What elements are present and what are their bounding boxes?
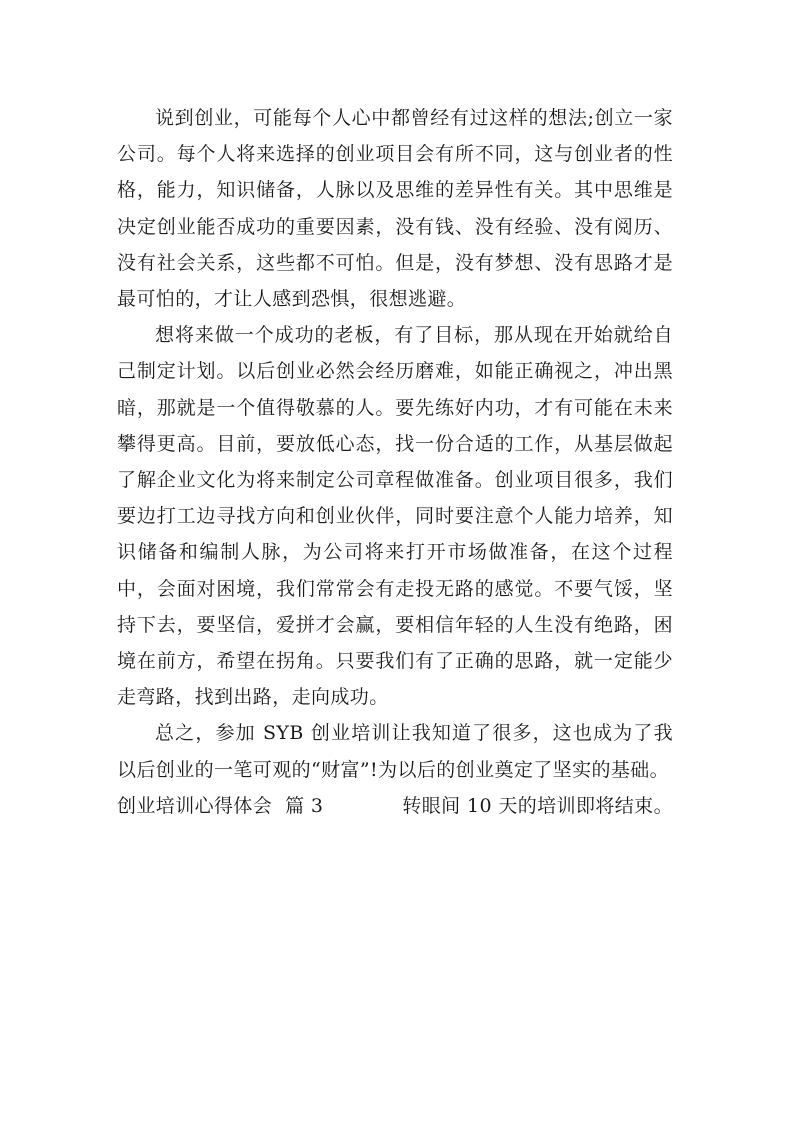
paragraph-1: 说到创业，可能每个人心中都曾经有过这样的想法;创立一家公司。每个人将来选择的创业项目会有所不同，这与创业者的性格，能力，知识储备，人脉以及思维的差异性有关。其中思维是决定创业能否成功的重要因素，没有钱、没有经验、没有阅历、没有社会关系，这些都不可怕。但是，没有梦想、没有思路才是最可怕的，才让人感到恐惧，很想逃避。 <box>117 107 673 311</box>
document-page <box>117 100 673 824</box>
section-intro: 转眼间 10 天的培训即将结束。 <box>402 794 673 817</box>
section-title: 创业培训心得体会 <box>117 794 273 817</box>
paragraph-3: 总之，参加 SYB 创业培训让我知道了很多，这也成为了我以后创业的一笔可观的“财富”!为以后的创业奠定了坚实的基础。 <box>117 722 673 781</box>
section-heading-line <box>117 788 673 824</box>
section-number: 篇 3 <box>285 794 324 817</box>
section-title-group <box>117 788 323 824</box>
paragraph-2: 想将来做一个成功的老板，有了目标，那从现在开始就给自己制定计划。以后创业必然会经历磨难，如能正确视之，冲出黑暗，那就是一个值得敬慕的人。要先练好内功，才有可能在未来攀得更高。目前，要放低心态，找一份合适的工作，从基层做起了解企业文化为将来制定公司章程做准备。创业项目很多，我们要边打工边寻找方向和创业伙伴，同时要注意个人能力培养，知识储备和编制人脉，为公司将来打开市场做准备，在这个过程中，会面对困境，我们常常会有走投无路的感觉。不要气馁，坚持下去，要坚信，爱拼才会赢，要相信年轻的人生没有绝路，困境在前方，希望在拐角。只要我们有了正确的思路，就一定能少走弯路，找到出路，走向成功。 <box>117 324 673 709</box>
